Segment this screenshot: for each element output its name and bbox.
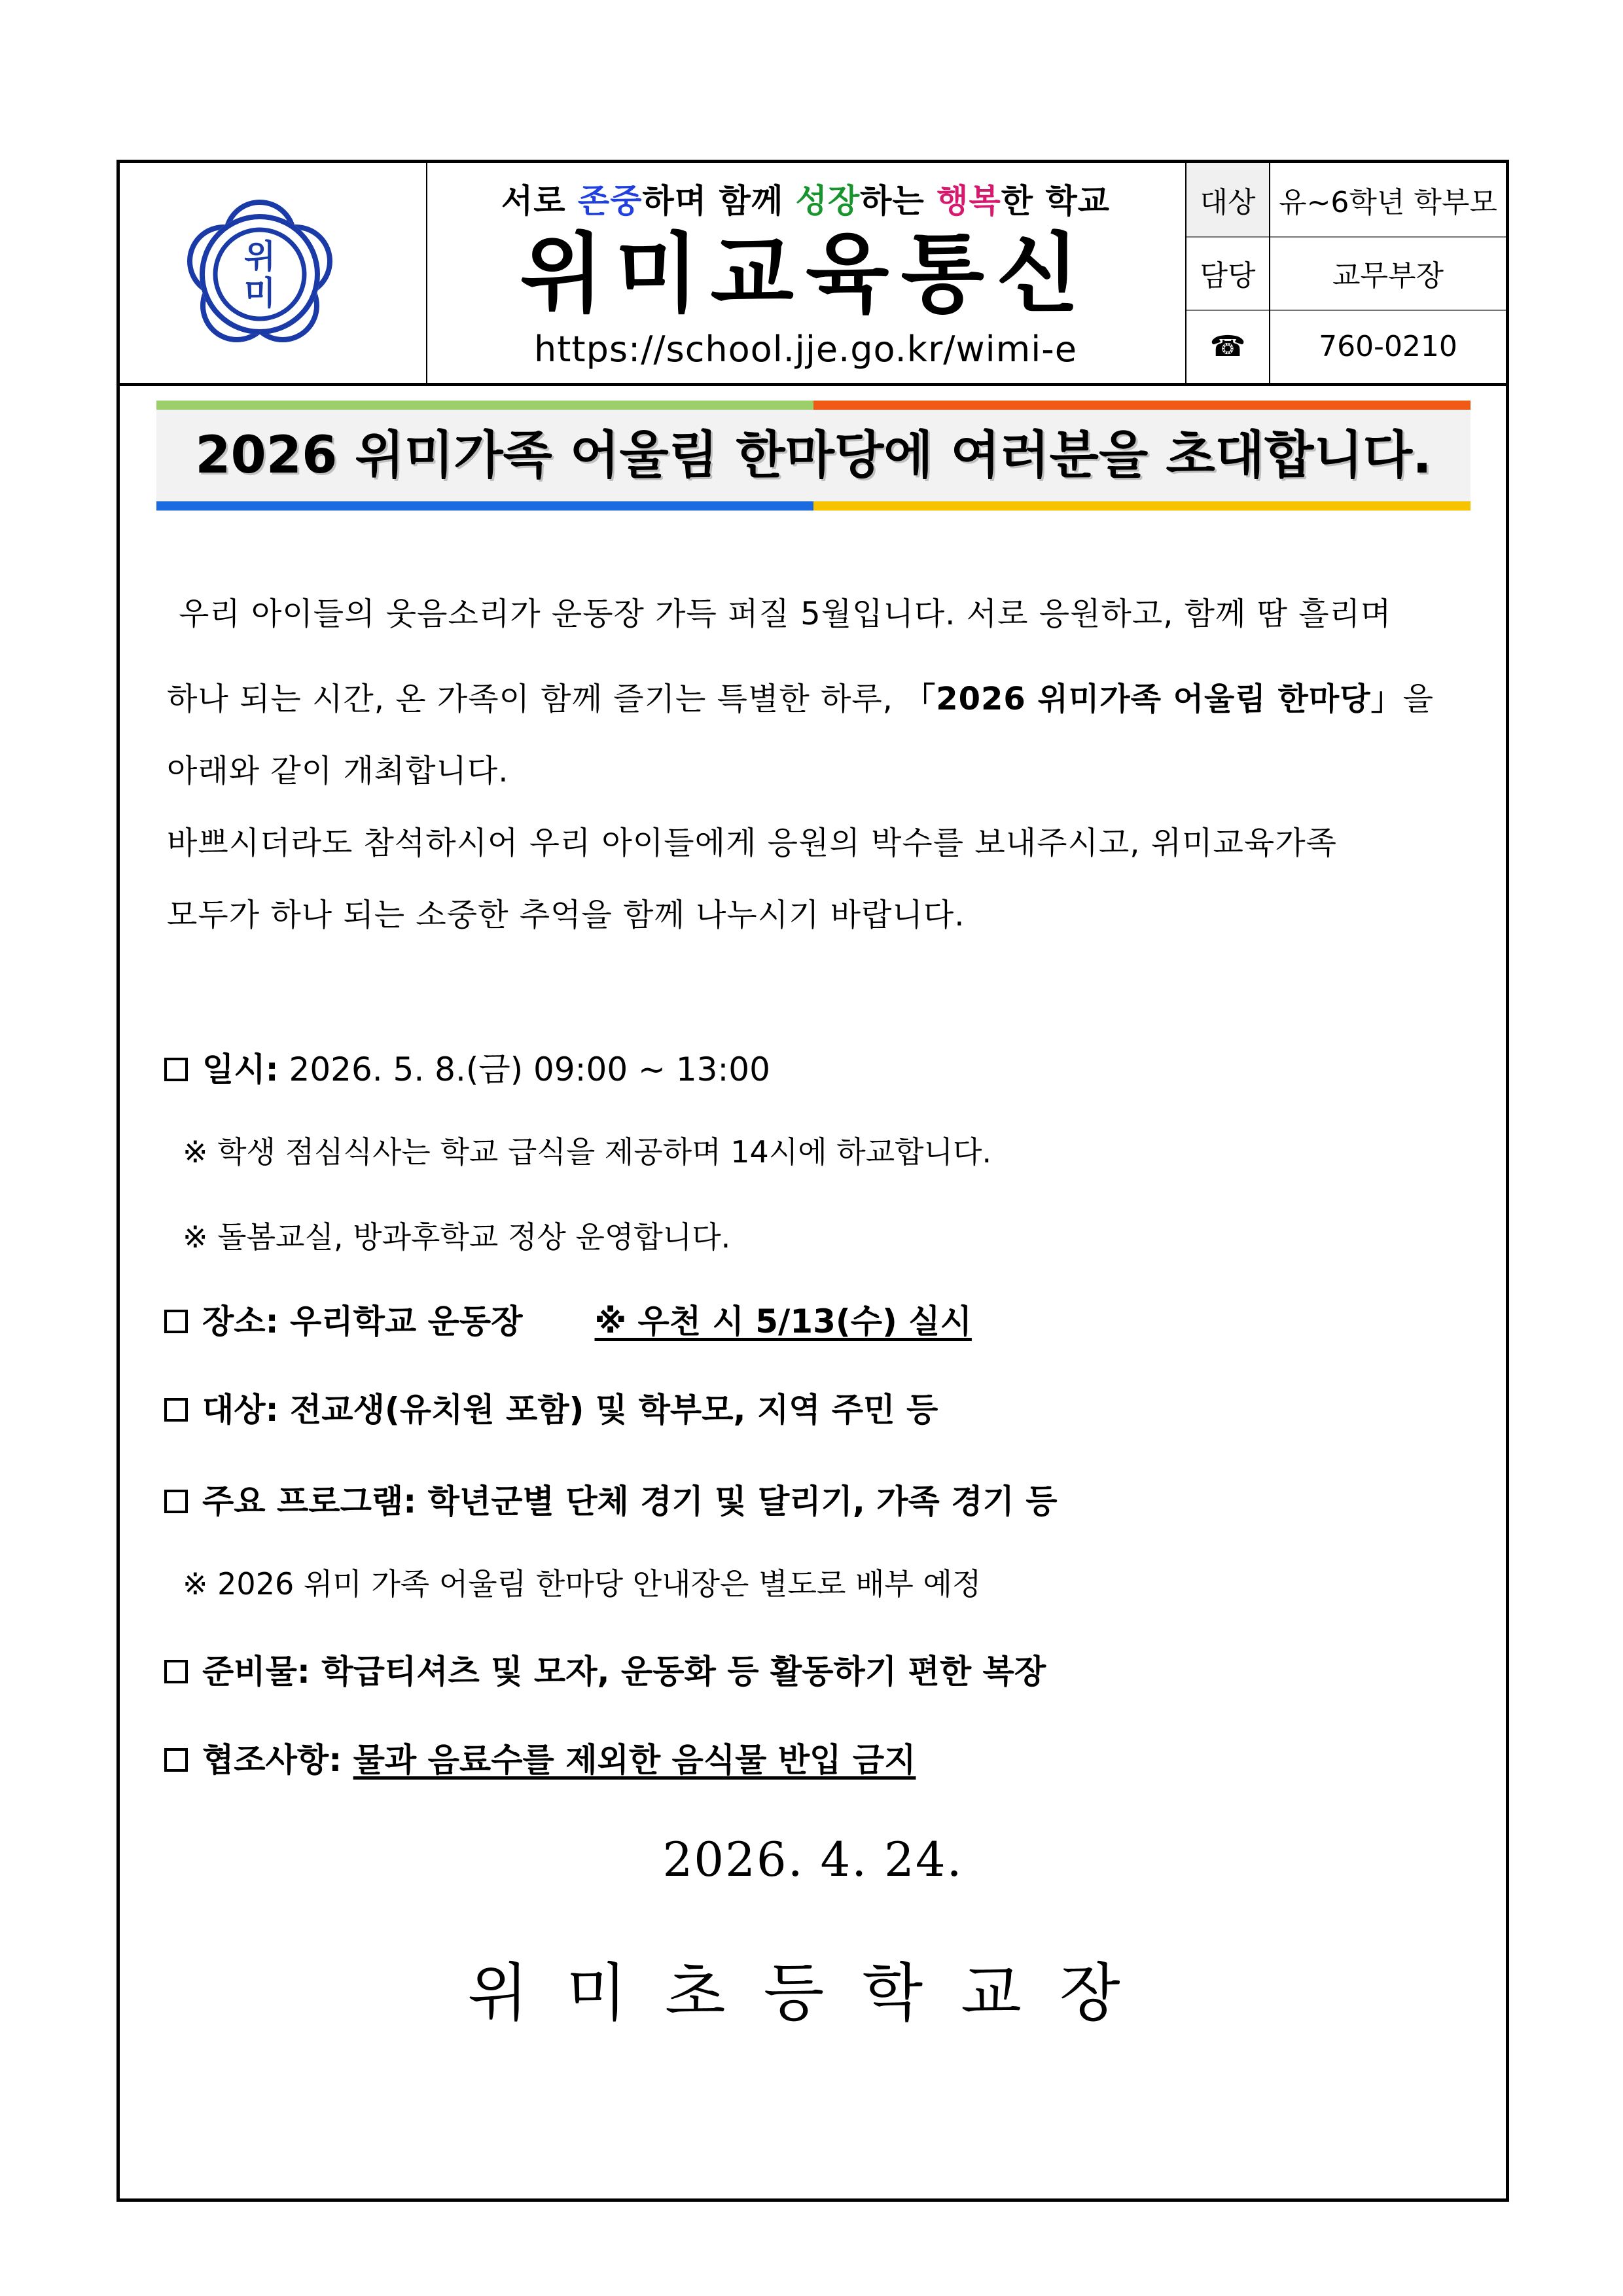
newsletter-title: 위미교육통신 [520,224,1092,325]
school-website-link[interactable]: https://school.jje.go.kr/wimi-e [534,329,1077,370]
info-label: 담당 [1186,236,1270,310]
checkbox-icon [164,1748,188,1772]
checkbox-icon [164,1058,188,1081]
banner-bar-top-right [813,401,1471,410]
detail-datetime [164,1043,770,1090]
document-frame [116,160,1509,2202]
info-value: 유~6학년 학부모 [1279,186,1497,219]
newsletter-header [120,163,1506,386]
intro-line [167,673,1434,719]
slogan-accent-growth: 성장 [795,182,861,220]
detail-label: 주요 프로그램: 학년군별 단체 경기 및 달리기, 가족 경기 등 [202,1482,1058,1520]
detail-label: 대상: 전교생(유치원 포함) 및 학부모, 지역 주민 등 [202,1391,938,1429]
intro-text: 을 [1402,681,1434,717]
slogan-text: 하며 함께 [642,182,796,220]
checkbox-icon [164,1660,188,1683]
event-name: 「2026 위미가족 어울림 한마당」 [904,681,1403,717]
checkbox-icon [164,1490,188,1513]
detail-label: 일시: [202,1050,279,1088]
info-row-target [1186,163,1506,238]
detail-note: ※ 2026 위미 가족 어울림 한마당 안내장은 별도로 배부 예정 [183,1566,982,1602]
checkbox-icon [164,1310,188,1333]
intro-text: 하나 되는 시간, 온 가족이 함께 즐기는 특별한 하루, [167,681,904,717]
detail-note: ※ 학생 점심식사는 학교 급식을 제공하며 14시에 하교합니다. [183,1134,992,1170]
issue-date: 2026. 4. 24. [662,1832,963,1887]
intro-line: 아래와 같이 개최합니다. [167,753,509,789]
intro-line: 우리 아이들의 웃음소리가 운동장 가득 퍼질 5월입니다. 서로 응원하고, 함께 땀 흘리며 [179,596,1392,632]
info-row-phone [1186,310,1506,383]
detail-cooperation [164,1734,916,1781]
info-label: 대상 [1186,163,1270,236]
emblem-text: 위미 [243,238,276,312]
detail-label: 협조사항: [202,1741,342,1779]
slogan-text: 서로 [501,182,578,220]
banner-bar-bottom-right [813,501,1471,511]
intro-line: 모두가 하나 되는 소중한 추억을 함께 나누시기 바랍니다. [167,897,965,933]
checkbox-icon [164,1398,188,1422]
info-value: 교무부장 [1332,259,1444,293]
phone-icon: ☎ [1186,310,1270,383]
title-cell [426,163,1186,383]
logo-cell [120,163,427,383]
banner-bar-bottom-left [156,501,813,511]
slogan-accent-respect: 존중 [577,182,643,220]
banner-bar-top-left [156,401,813,410]
detail-value: 물과 음료수를 제외한 음식물 반입 금지 [353,1741,916,1779]
info-table [1186,163,1506,383]
school-slogan [426,175,1185,222]
slogan-text: 하는 [860,182,937,220]
title-banner [156,401,1471,512]
principal-signature: 위미초등학교장 [467,1956,1158,2030]
detail-program [164,1475,1058,1522]
slogan-accent-happiness: 행복 [936,182,1001,220]
banner-title: 2026 위미가족 어울림 한마당에 여러분을 초대합니다. [195,426,1432,485]
slogan-text: 한 학교 [1001,182,1111,220]
detail-target [164,1384,938,1431]
detail-note: ※ 돌봄교실, 방과후학교 정상 운영합니다. [183,1219,731,1255]
rain-date-note: ※ 우천 시 5/13(수) 실시 [594,1302,972,1340]
detail-label: 준비물: 학급티셔츠 및 모자, 운동화 등 활동하기 편한 복장 [202,1653,1046,1691]
detail-place [164,1295,972,1342]
detail-value: 2026. 5. 8.(금) 09:00 ~ 13:00 [278,1050,770,1088]
detail-label: 장소: 우리학교 운동장 [202,1302,523,1340]
detail-preparation [164,1645,1046,1693]
info-value: 760-0210 [1319,329,1457,363]
intro-line: 바쁘시더라도 참석하시어 우리 아이들에게 응원의 박수를 보내주시고, 위미교육가족 [167,825,1337,861]
info-row-contact-person [1186,236,1506,311]
